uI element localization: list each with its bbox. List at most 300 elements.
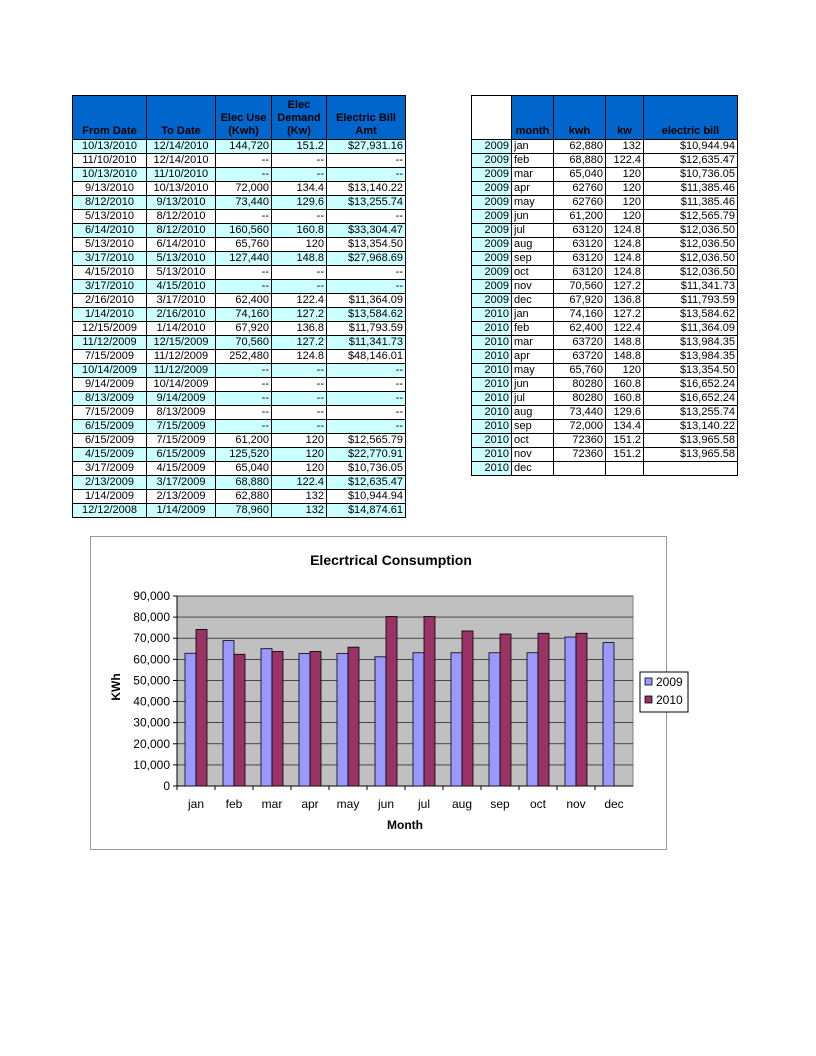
- bill-amt-cell: $14,874.61: [327, 504, 406, 518]
- electric-bill-cell: [644, 462, 738, 476]
- electric-bill-cell: $13,965.58: [644, 448, 738, 462]
- to-date-cell: 5/13/2010: [147, 252, 216, 266]
- from-date-cell: 4/15/2010: [73, 266, 147, 280]
- bar-2009-may: [337, 654, 348, 786]
- kw-cell: 136.8: [606, 294, 644, 308]
- kw-cell: 124.8: [606, 224, 644, 238]
- electric-bill-cell: $13,984.35: [644, 336, 738, 350]
- month-cell: oct: [512, 434, 554, 448]
- month-cell: sep: [512, 420, 554, 434]
- kw-cell: 120: [606, 196, 644, 210]
- table-row: [73, 420, 406, 434]
- bill-history-table: [72, 95, 406, 518]
- elec-demand-cell: 120: [272, 448, 327, 462]
- electric-bill-cell: $11,793.59: [644, 294, 738, 308]
- month-cell: jun: [512, 210, 554, 224]
- kwh-cell: 74,160: [554, 308, 606, 322]
- x-tick-label: mar: [261, 797, 283, 811]
- table-row: [73, 168, 406, 182]
- to-date-cell: 8/13/2009: [147, 406, 216, 420]
- elec-use-cell: --: [216, 378, 272, 392]
- bar-2010-feb: [234, 654, 245, 786]
- from-date-cell: 7/15/2009: [73, 406, 147, 420]
- elec-demand-cell: 120: [272, 462, 327, 476]
- electric-bill-cell: $12,635.47: [644, 154, 738, 168]
- from-date-cell: 4/15/2009: [73, 448, 147, 462]
- elec-use-cell: 78,960: [216, 504, 272, 518]
- bar-2009-feb: [223, 641, 234, 786]
- bill-amt-cell: --: [327, 154, 406, 168]
- to-date-cell: 4/15/2009: [147, 462, 216, 476]
- table-row: [73, 266, 406, 280]
- kw-cell: 127.2: [606, 308, 644, 322]
- month-cell: may: [512, 364, 554, 378]
- bill-amt-cell: $48,146.01: [327, 350, 406, 364]
- kwh-cell: 67,920: [554, 294, 606, 308]
- year-cell: 2010: [472, 378, 512, 392]
- kwh-cell: 62,880: [554, 140, 606, 154]
- table-row: [472, 336, 738, 350]
- from-date-cell: 12/12/2008: [73, 504, 147, 518]
- from-date-cell: 5/13/2010: [73, 210, 147, 224]
- bill-amt-cell: $10,944.94: [327, 490, 406, 504]
- kwh-cell: 72360: [554, 434, 606, 448]
- table-row: [73, 280, 406, 294]
- elec-demand-cell: 122.4: [272, 476, 327, 490]
- table-row: [73, 364, 406, 378]
- table-row: [472, 140, 738, 154]
- elec-use-cell: --: [216, 364, 272, 378]
- elec-use-cell: 144,720: [216, 140, 272, 154]
- electric-bill-cell: $13,140.22: [644, 420, 738, 434]
- col-header-elec-use: Elec Use (Kwh): [216, 96, 272, 140]
- table-row: [472, 378, 738, 392]
- table-row: [472, 280, 738, 294]
- electric-bill-cell: $10,736.05: [644, 168, 738, 182]
- table-row: [472, 294, 738, 308]
- bill-amt-cell: $13,255.74: [327, 196, 406, 210]
- bar-2010-mar: [272, 651, 283, 786]
- x-tick-label: jun: [377, 797, 395, 811]
- to-date-cell: 7/15/2009: [147, 420, 216, 434]
- kwh-cell: 63120: [554, 252, 606, 266]
- electric-bill-cell: $12,036.50: [644, 224, 738, 238]
- elec-demand-cell: --: [272, 364, 327, 378]
- elec-use-cell: 65,040: [216, 462, 272, 476]
- bar-2009-apr: [299, 654, 310, 786]
- elec-demand-cell: 120: [272, 238, 327, 252]
- monthly-summary-table: [471, 95, 738, 476]
- table-row: [73, 504, 406, 518]
- elec-demand-cell: --: [272, 154, 327, 168]
- to-date-cell: 2/13/2009: [147, 490, 216, 504]
- bill-amt-cell: --: [327, 364, 406, 378]
- table-row: [472, 196, 738, 210]
- year-cell: 2009: [472, 182, 512, 196]
- kw-cell: 148.8: [606, 336, 644, 350]
- col-header-month: month: [512, 96, 554, 140]
- bar-2010-jan: [196, 629, 207, 786]
- to-date-cell: 5/13/2010: [147, 266, 216, 280]
- bar-2010-apr: [310, 651, 321, 786]
- table-row: [472, 434, 738, 448]
- table-row: [472, 392, 738, 406]
- elec-use-cell: 62,400: [216, 294, 272, 308]
- elec-use-cell: --: [216, 154, 272, 168]
- elec-use-cell: 252,480: [216, 350, 272, 364]
- to-date-cell: 11/12/2009: [147, 350, 216, 364]
- year-cell: 2010: [472, 434, 512, 448]
- kw-cell: 151.2: [606, 448, 644, 462]
- from-date-cell: 8/12/2010: [73, 196, 147, 210]
- bill-amt-cell: $13,140.22: [327, 182, 406, 196]
- from-date-cell: 3/17/2010: [73, 252, 147, 266]
- elec-demand-cell: 132: [272, 504, 327, 518]
- elec-demand-cell: --: [272, 378, 327, 392]
- kw-cell: [606, 462, 644, 476]
- bar-2009-jun: [375, 657, 386, 786]
- elec-use-cell: 68,880: [216, 476, 272, 490]
- from-date-cell: 6/15/2009: [73, 420, 147, 434]
- from-date-cell: 6/14/2010: [73, 224, 147, 238]
- month-cell: jun: [512, 378, 554, 392]
- kwh-cell: 63120: [554, 238, 606, 252]
- elec-demand-cell: 148.8: [272, 252, 327, 266]
- kw-cell: 148.8: [606, 350, 644, 364]
- kwh-cell: 63120: [554, 266, 606, 280]
- bar-2009-sep: [489, 653, 500, 786]
- bar-2009-oct: [527, 653, 538, 786]
- month-cell: dec: [512, 294, 554, 308]
- month-cell: nov: [512, 448, 554, 462]
- elec-use-cell: 62,880: [216, 490, 272, 504]
- month-cell: jan: [512, 308, 554, 322]
- to-date-cell: 11/12/2009: [147, 364, 216, 378]
- from-date-cell: 9/13/2010: [73, 182, 147, 196]
- elec-demand-cell: --: [272, 266, 327, 280]
- kw-cell: 160.8: [606, 378, 644, 392]
- to-date-cell: 11/10/2010: [147, 168, 216, 182]
- table-row: [73, 350, 406, 364]
- y-tick-label: 80,000: [133, 610, 170, 625]
- elec-demand-cell: 127.2: [272, 336, 327, 350]
- bill-amt-cell: --: [327, 392, 406, 406]
- from-date-cell: 2/16/2010: [73, 294, 147, 308]
- to-date-cell: 6/14/2010: [147, 238, 216, 252]
- from-date-cell: 3/17/2010: [73, 280, 147, 294]
- col-header-from-date: From Date: [73, 96, 147, 140]
- elec-use-cell: 160,560: [216, 224, 272, 238]
- kw-cell: 120: [606, 210, 644, 224]
- col-header-kw: kw: [606, 96, 644, 140]
- kw-cell: 160.8: [606, 392, 644, 406]
- to-date-cell: 9/13/2010: [147, 196, 216, 210]
- y-tick-label: 30,000: [133, 715, 170, 730]
- elec-use-cell: 125,520: [216, 448, 272, 462]
- x-tick-label: oct: [529, 797, 547, 811]
- kw-cell: 120: [606, 364, 644, 378]
- elec-demand-cell: --: [272, 406, 327, 420]
- bill-amt-cell: --: [327, 266, 406, 280]
- elec-demand-cell: 124.8: [272, 350, 327, 364]
- elec-demand-cell: 129.6: [272, 196, 327, 210]
- x-tick-label: aug: [451, 797, 473, 811]
- x-tick-label: dec: [604, 797, 624, 811]
- x-tick-label: jan: [187, 797, 205, 811]
- bill-amt-cell: $22,770.91: [327, 448, 406, 462]
- year-cell: 2010: [472, 322, 512, 336]
- from-date-cell: 1/14/2010: [73, 308, 147, 322]
- bar-2009-mar: [261, 649, 272, 786]
- month-cell: oct: [512, 266, 554, 280]
- electric-bill-cell: $12,036.50: [644, 252, 738, 266]
- x-tick-label: apr: [301, 797, 319, 811]
- y-tick-label: 70,000: [133, 631, 170, 646]
- to-date-cell: 1/14/2010: [147, 322, 216, 336]
- y-tick-label: 40,000: [133, 694, 170, 709]
- bill-amt-cell: --: [327, 420, 406, 434]
- bill-amt-cell: $12,565.79: [327, 434, 406, 448]
- table-row: [73, 224, 406, 238]
- bar-2010-may: [348, 647, 359, 786]
- elec-demand-cell: 160.8: [272, 224, 327, 238]
- year-cell: 2010: [472, 350, 512, 364]
- table-row: [73, 308, 406, 322]
- x-tick-label: may: [336, 797, 360, 811]
- elec-demand-cell: 122.4: [272, 294, 327, 308]
- table-row: [73, 448, 406, 462]
- from-date-cell: 11/10/2010: [73, 154, 147, 168]
- bar-2010-oct: [538, 633, 549, 786]
- to-date-cell: 10/13/2010: [147, 182, 216, 196]
- elec-use-cell: 74,160: [216, 308, 272, 322]
- elec-use-cell: --: [216, 406, 272, 420]
- kwh-cell: 65,760: [554, 364, 606, 378]
- to-date-cell: 1/14/2009: [147, 504, 216, 518]
- bar-2010-jun: [386, 617, 397, 786]
- bill-amt-cell: $10,736.05: [327, 462, 406, 476]
- elec-demand-cell: --: [272, 280, 327, 294]
- kwh-cell: 63120: [554, 224, 606, 238]
- elec-demand-cell: --: [272, 392, 327, 406]
- year-cell: 2010: [472, 392, 512, 406]
- bar-2009-dec: [603, 643, 614, 786]
- kwh-cell: 63720: [554, 350, 606, 364]
- from-date-cell: 9/14/2009: [73, 378, 147, 392]
- year-cell: 2009: [472, 266, 512, 280]
- consumption-chart: [90, 536, 683, 850]
- legend-label-2010: 2010: [656, 693, 683, 707]
- chart-xlabel: Month: [387, 818, 423, 832]
- kw-cell: 122.4: [606, 154, 644, 168]
- kwh-cell: 62760: [554, 196, 606, 210]
- month-cell: feb: [512, 322, 554, 336]
- kw-cell: 122.4: [606, 322, 644, 336]
- kw-cell: 127.2: [606, 280, 644, 294]
- bar-2009-jan: [185, 653, 196, 786]
- from-date-cell: 3/17/2009: [73, 462, 147, 476]
- kw-cell: 124.8: [606, 266, 644, 280]
- col-header-kwh: kwh: [554, 96, 606, 140]
- bar-2009-nov: [565, 637, 576, 786]
- bill-amt-cell: $27,968.69: [327, 252, 406, 266]
- electric-bill-cell: $11,385.46: [644, 182, 738, 196]
- table-row: [472, 322, 738, 336]
- col-header-year: [472, 96, 512, 140]
- year-cell: 2009: [472, 154, 512, 168]
- y-tick-label: 90,000: [133, 589, 170, 603]
- kw-cell: 132: [606, 140, 644, 154]
- month-cell: jan: [512, 140, 554, 154]
- from-date-cell: 10/14/2009: [73, 364, 147, 378]
- bill-amt-cell: $12,635.47: [327, 476, 406, 490]
- from-date-cell: 6/15/2009: [73, 434, 147, 448]
- col-header-elec-demand: Elec Demand (Kw): [272, 96, 327, 140]
- table-row: [73, 238, 406, 252]
- to-date-cell: 3/17/2009: [147, 476, 216, 490]
- year-cell: 2009: [472, 252, 512, 266]
- electric-bill-cell: $10,944.94: [644, 140, 738, 154]
- electric-bill-cell: $11,385.46: [644, 196, 738, 210]
- chart-ylabel: KWh: [109, 673, 123, 701]
- to-date-cell: 12/14/2010: [147, 140, 216, 154]
- bill-amt-cell: $13,584.62: [327, 308, 406, 322]
- month-cell: mar: [512, 168, 554, 182]
- legend-swatch-2009: [645, 678, 652, 685]
- kwh-cell: 62,400: [554, 322, 606, 336]
- month-cell: may: [512, 196, 554, 210]
- elec-use-cell: --: [216, 168, 272, 182]
- month-cell: mar: [512, 336, 554, 350]
- year-cell: 2009: [472, 224, 512, 238]
- table-row: [472, 238, 738, 252]
- to-date-cell: 8/12/2010: [147, 224, 216, 238]
- table-row: [73, 196, 406, 210]
- x-tick-label: sep: [490, 797, 510, 811]
- from-date-cell: 1/14/2009: [73, 490, 147, 504]
- year-cell: 2010: [472, 336, 512, 350]
- month-cell: aug: [512, 406, 554, 420]
- bar-2010-jul: [424, 617, 435, 786]
- table-row: [73, 154, 406, 168]
- chart-canvas: [91, 537, 683, 849]
- bill-amt-cell: --: [327, 378, 406, 392]
- to-date-cell: 7/15/2009: [147, 434, 216, 448]
- from-date-cell: 5/13/2010: [73, 238, 147, 252]
- month-cell: feb: [512, 154, 554, 168]
- electric-bill-cell: $12,565.79: [644, 210, 738, 224]
- elec-demand-cell: 136.8: [272, 322, 327, 336]
- y-tick-label: 60,000: [133, 652, 170, 667]
- to-date-cell: 10/14/2009: [147, 378, 216, 392]
- bill-amt-cell: --: [327, 210, 406, 224]
- table-row: [73, 322, 406, 336]
- electric-bill-cell: $13,984.35: [644, 350, 738, 364]
- from-date-cell: 10/13/2010: [73, 140, 147, 154]
- to-date-cell: 8/12/2010: [147, 210, 216, 224]
- to-date-cell: 12/14/2010: [147, 154, 216, 168]
- from-date-cell: 12/15/2009: [73, 322, 147, 336]
- elec-demand-cell: 132: [272, 490, 327, 504]
- table-row: [73, 406, 406, 420]
- elec-use-cell: 70,560: [216, 336, 272, 350]
- elec-use-cell: --: [216, 210, 272, 224]
- year-cell: 2009: [472, 140, 512, 154]
- bar-2009-jul: [413, 653, 424, 786]
- table-row: [472, 266, 738, 280]
- y-tick-label: 10,000: [133, 757, 170, 772]
- kwh-cell: 72,000: [554, 420, 606, 434]
- col-header-to-date: To Date: [147, 96, 216, 140]
- table-row: [472, 182, 738, 196]
- from-date-cell: 7/15/2009: [73, 350, 147, 364]
- from-date-cell: 10/13/2010: [73, 168, 147, 182]
- bar-2010-sep: [500, 634, 511, 786]
- kw-cell: 129.6: [606, 406, 644, 420]
- legend-swatch-2010: [645, 696, 652, 703]
- elec-demand-cell: --: [272, 168, 327, 182]
- kwh-cell: 80280: [554, 392, 606, 406]
- kwh-cell: 68,880: [554, 154, 606, 168]
- chart-title: Elecrtrical Consumption: [310, 552, 472, 568]
- electric-bill-cell: $13,354.50: [644, 364, 738, 378]
- year-cell: 2009: [472, 280, 512, 294]
- kwh-cell: 70,560: [554, 280, 606, 294]
- kwh-cell: 63720: [554, 336, 606, 350]
- elec-use-cell: 72,000: [216, 182, 272, 196]
- elec-use-cell: 127,440: [216, 252, 272, 266]
- electric-bill-cell: $13,584.62: [644, 308, 738, 322]
- x-tick-label: feb: [225, 797, 243, 811]
- kwh-cell: [554, 462, 606, 476]
- table-row: [472, 168, 738, 182]
- bar-2010-nov: [576, 633, 587, 786]
- bar-2009-aug: [451, 653, 462, 786]
- x-tick-label: jul: [417, 797, 431, 811]
- elec-use-cell: --: [216, 280, 272, 294]
- from-date-cell: 11/12/2009: [73, 336, 147, 350]
- table-row: [73, 378, 406, 392]
- elec-demand-cell: 134.4: [272, 182, 327, 196]
- to-date-cell: 9/14/2009: [147, 392, 216, 406]
- electric-bill-cell: $13,965.58: [644, 434, 738, 448]
- table-row: [472, 350, 738, 364]
- year-cell: 2010: [472, 364, 512, 378]
- bill-amt-cell: $13,354.50: [327, 238, 406, 252]
- table-row: [73, 392, 406, 406]
- table-row: [73, 294, 406, 308]
- kw-cell: 134.4: [606, 420, 644, 434]
- table-row: [472, 462, 738, 476]
- table-row: [73, 252, 406, 266]
- legend-label-2009: 2009: [656, 675, 683, 689]
- from-date-cell: 8/13/2009: [73, 392, 147, 406]
- electric-bill-cell: $11,364.09: [644, 322, 738, 336]
- y-tick-label: 0: [163, 779, 170, 793]
- elec-demand-cell: --: [272, 420, 327, 434]
- electric-bill-cell: $11,341.73: [644, 280, 738, 294]
- kwh-cell: 61,200: [554, 210, 606, 224]
- month-cell: apr: [512, 350, 554, 364]
- elec-demand-cell: --: [272, 210, 327, 224]
- elec-demand-cell: 120: [272, 434, 327, 448]
- table-row: [73, 476, 406, 490]
- kw-cell: 124.8: [606, 238, 644, 252]
- kw-cell: 151.2: [606, 434, 644, 448]
- kw-cell: 120: [606, 168, 644, 182]
- kwh-cell: 72360: [554, 448, 606, 462]
- table-row: [73, 210, 406, 224]
